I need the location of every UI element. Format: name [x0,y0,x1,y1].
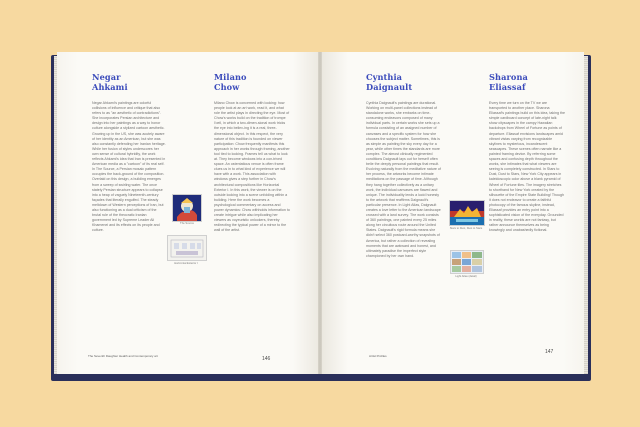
image-caption: Light Atlas (detail) [455,275,477,278]
heading-line: Negar [92,72,121,82]
page-number-left: 146 [262,356,271,362]
artwork-image-light-atlas [450,250,484,274]
artwork-graphic [168,236,206,260]
body-text-chow: Milano Chow is concerned with looking: how people look at an art work, read it, and what role the artist plays in directing the eye. Most of Chow's works build on the tradition of trompe l'oeil, in which a two-dimen-sional work tricks the eye into believ-ing it is a real, three-dimensional object. In this respect, the very nature of this tradition is founded on viewer participation: Chow frequently manifests this approach in her works through framing, another tool tied to looking. Frames tell us what to look at. They become windows into a con-trived space. An ostentatious venue is often frame clues us in to what kind of experience we will have with a work. This association with windows gives a step further in Chow's architectural compositions like Horizontal Exterior I. In this work, the viewer is on the outside looking into a scene unfolding within a building. Here the work becomes a psychological commentary on access and power dynamics: Chow withholds information to create intrigue while also implicating her viewers as voyeuristic onlookers, thereby redirecting the typical power of a mirror to the wall of the artist. [214,101,290,233]
image-caption: The Source [180,222,194,225]
artist-heading-daignault [366,73,412,92]
artist-heading-ahkami [92,73,128,92]
page-number-right: 147 [545,349,554,355]
running-footer-left: The Seventh Daughter Health and Contemporary art [88,354,158,358]
artwork-image-stars-to-dust [449,200,485,226]
artwork-image-the-source [172,194,202,222]
artwork-graphic [173,195,201,221]
heading-line: Chow [214,81,240,92]
heading-line: Eliassaf [489,81,526,92]
body-text-daignault: Cynthia Daignault's paintings are durational. Working on multi-panel collections instead of standalone works, she embarks on time-consuming endeavors composed of many individual parts. In certain works she sets up a formula consisting of an assigned number of canvases and a specific system for how she chooses the subject matter. Sometimes, this is as simple as painting the sky every day for a year, while other times the standards are more complex. The almost clinically regimented conditions Daignault lays out for herself often belie the deeply personal paintings that result. Evolving naturally from the meditative nature of her process, the artworks become intimate meditations on the passage of time. Although they hang together collectively as a unitary work, the individual canvases are flawed and unique. The individuality lends a lucid honesty to the artwork that reaffirms Daignault's particular presence. In Light Atlas, Daignault creates a love letter to the American landscape crossed with a land survey. The work consists of 360 paintings, one painted every 25 miles along her circuitous route around the United States. Daignault's rigid formula means she didn't select 360 postcard-worthy snapshots of America, but rather a collection of revealing moments that are awkward and honest, and ultimately paradise the imperfect style championed by her own hand. [366,101,441,258]
heading-line: Daignault [366,81,413,92]
heading-line: Sharona [489,72,528,82]
artwork-image-horizontal-exterior [167,235,207,261]
body-text-eliassaf: Every time we turn on the TV we are transported to another place. Sharona Eliassaf's paintings build on this idea, taking the simple cardboard concept of late-night talk show cityscapes in the campy Hawaiian backdrops from Wheel of Fortune as points of departure. Eliassaf envisions landscapes amid vibrant vistas varying from recognizable skylines to mysterious, incandescent seascapes. These scenes often narrate like a painted framing device. By referring some spaces and confusing depth throughout the works, she intimates that what viewers are seeing is completely constructed. In Stars to Dust, Dust to Stars, New York City appears in kaleidoscopic color above a blank pyramid of Wheel of Fortune tiles. The imagery stretches to shorthand for New York created by the silhouette of the Empire State Building! Though it does not endeavor to create a faithful photocopy of the famous skyline, instead, Eliassaf provides an entry point into a sophisticated vision of the everyday. Grounded in reality, these worlds are not fantasy, but rather announce themselves as being knowingly and unabashedly fictional. [489,101,565,233]
running-footer-right: Artist Profiles [369,354,387,358]
artist-heading-chow [214,73,247,92]
heading-line: Cynthia [366,72,403,82]
artwork-graphic [450,201,484,225]
body-text-ahkami: Negar Ahkami's paintings are colorful collisions of influence and critique that also refers to as "an aesthetic of contradictions". She incorporates Persian architecture and design into her paintings as a way to honor culture alongside a stylized cartoon aesthetic. Growing up in the US, she was acutely aware of her identity as an American, but she was also constantly defending her Iranian heritage. While her fusion of styles underscores her own sense of cultural hybridity, the work reflects Ahkami's idea that Iran is presented in American media as a "cartoon" of its real self. In The Source, a Persian mosaic pattern occupies the back-ground of the composition. Overlaid on this design, a building emerges from a sweep of swirling water. The once stately Persian structure appears to collapse into a heap of vaguely Nineteenth-century façades that literally engulfed. The steady meltdown of Western perceptions of Iran, but also functioning as a dual criticism of the brutal rule of the theocratic Iranian government led by Supreme Leader Ali Khamenei and its effects on its people and culture. [92,101,166,233]
book-gutter [318,52,322,374]
image-caption: Horizontal Exterior I [174,262,198,265]
heading-line: Ahkami [92,81,128,92]
image-caption: Stars to Dust, Dust to Stars [449,227,483,230]
artwork-graphic [451,251,483,273]
artist-heading-eliassaf [489,73,528,92]
heading-line: Milano [214,72,247,82]
